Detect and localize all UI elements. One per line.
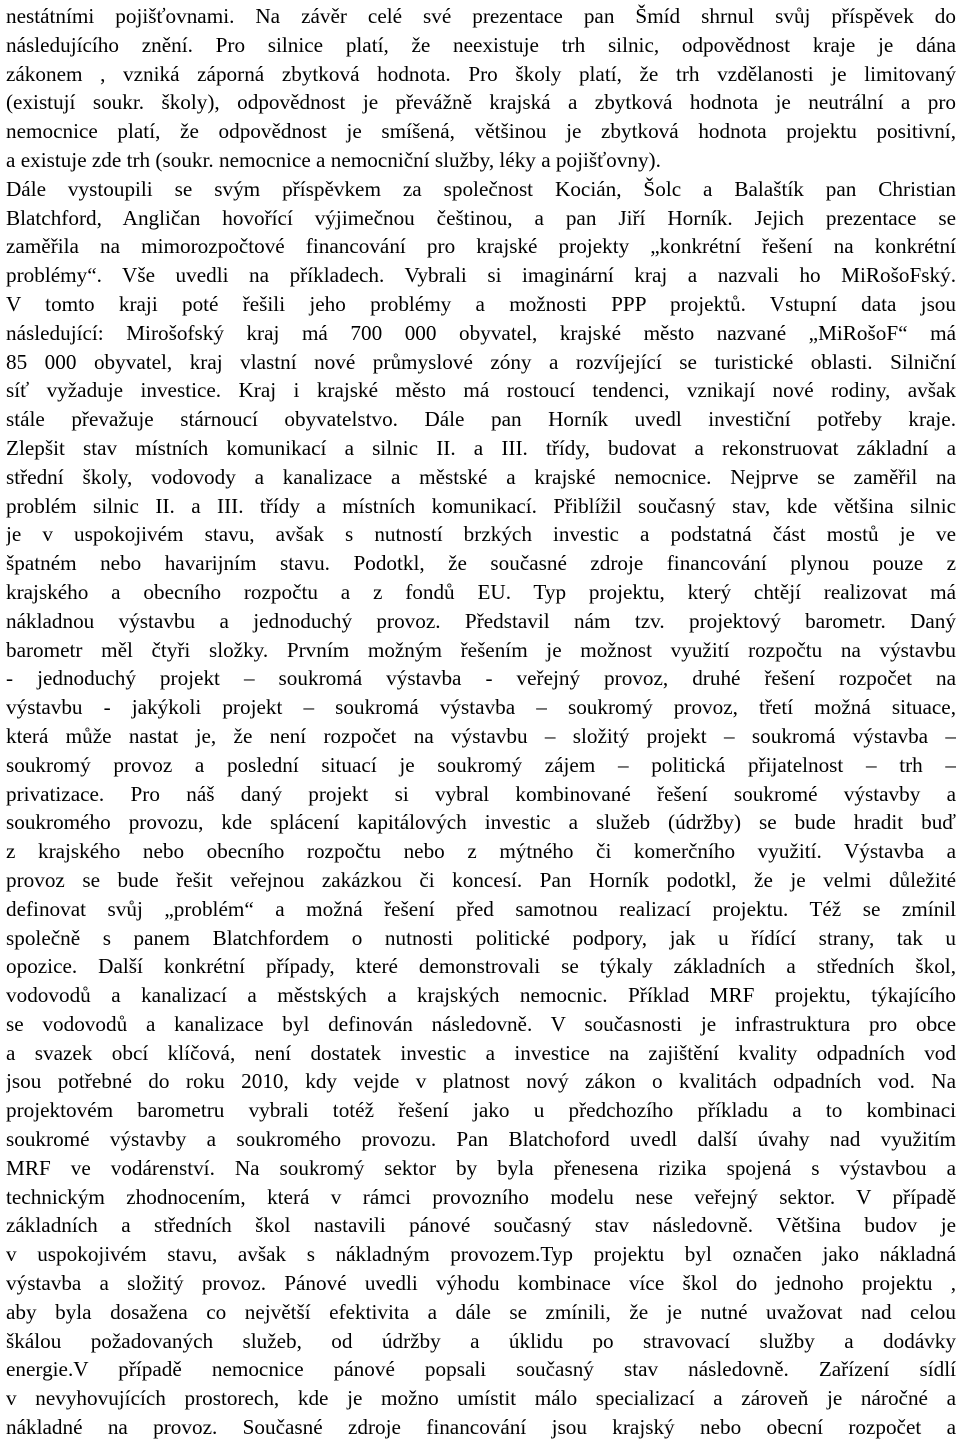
text-line: definovat svůj „problém“ a možná řešení před samotnou realizací projektu. Též se zmínil — [6, 896, 956, 921]
text-line: privatizace. Pro náš daný projekt si vybral kombinované řešení soukromé výstavby a — [6, 781, 956, 806]
text-line: MRF ve vodárenství. Na soukromý sektor by byla přenesena rizika spojená s výstavbou a — [6, 1155, 956, 1180]
text-line: projektovém barometru vybrali totéž řešení jako u předchozího příkladu a to kombinaci — [6, 1098, 956, 1123]
text-line: opozice. Další konkrétní případy, které demonstrovali se týkaly základních a středních škol, — [6, 954, 956, 979]
text-line: Dále vystoupili se svým příspěvkem za společnost Kocián, Šolc a Balaštík pan Christian — [6, 176, 956, 201]
text-line: následující: Mirošofský kraj má 700 000 obyvatel, krajské město nazvané „MiRošoF“ má — [6, 320, 956, 345]
text-line: provoz se bude řešit veřejnou zakázkou či koncesí. Pan Horník podotkl, že je velmi důležité — [6, 867, 956, 892]
text-line: škálou požadovaných služeb, od údržby a úklidu po stravovací služby a dodávky — [6, 1328, 956, 1353]
text-line: soukromý provoz a poslední situací je soukromý zájem – politická přijatelnost – trh – — [6, 752, 956, 777]
text-line: nemocnice platí, že odpovědnost je smíšená, většinou je zbytková hodnota projektu positivní, — [6, 119, 956, 144]
text-line: střední školy, vodovody a kanalizace a městské a krajské nemocnice. Nejprve se zaměřil na — [6, 464, 956, 489]
text-line: výstavba a složitý provoz. Pánové uvedli výhodu kombinace více škol do jednoho projektu , — [6, 1271, 956, 1296]
text-line: jsou potřebné do roku 2010, kdy vejde v platnost nový zákon o kvalitách odpadních vod. Na — [6, 1069, 956, 1094]
text-line: technickým zhodnocením, která v rámci provozního modelu nese veřejný sektor. V případě — [6, 1184, 956, 1209]
text-line: soukromé výstavby a soukromého provozu. Pan Blatchoford uvedl další úvahy nad využitím — [6, 1127, 956, 1152]
text-line: v uspokojivém stavu, avšak s nákladným provozem.Typ projektu byl označen jako nákladná — [6, 1242, 956, 1267]
text-line: výstavbu - jakýkoli projekt – soukromá výstavba – soukromý provoz, třetí možná situace, — [6, 695, 956, 720]
text-line: a existuje zde trh (soukr. nemocnice a nemocniční služby, léky a pojišťovny). — [6, 147, 661, 172]
text-line: základních a středních škol nastavili pánové současný stav následovně. Většina budov je — [6, 1213, 956, 1238]
text-line: následujícího znění. Pro silnice platí, že neexistuje trh silnic, odpovědnost kraje je dána — [6, 32, 956, 57]
text-line: a svazek obcí klíčová, není dostatek investic a investice na zajištění kvality odpadních vod — [6, 1040, 956, 1065]
text-line: nestátními pojišťovnami. Na závěr celé své prezentace pan Šmíd shrnul svůj příspěvek do — [6, 4, 956, 28]
text-line: společně s panem Blatchfordem o nutnosti politické podpory, jak u řídící strany, tak u — [6, 925, 956, 950]
text-line: - jednoduchý projekt – soukromá výstavba - veřejný provoz, druhé řešení rozpočet na — [6, 666, 956, 691]
text-line: nákladnou výstavbu a jednoduchý provoz. Představil nám tzv. projektový barometr. Daný — [6, 608, 956, 633]
text-line: se vodovodů a kanalizace byl definován následovně. V současnosti je infrastruktura pro obce — [6, 1011, 956, 1036]
text-line: energie.V případě nemocnice pánové popsali současný stav následovně. Zařízení sídlí — [6, 1357, 956, 1382]
text-line: problémy“. Vše uvedli na příkladech. Vybrali si imaginární kraj a nazvali ho MiRošoFský. — [6, 263, 956, 288]
text-line: Zlepšit stav místních komunikací a silnic II. a III. třídy, budovat a rekonstruovat základní a — [6, 435, 956, 460]
text-line: vodovodů a kanalizací a městských a krajských nemocnic. Příklad MRF projektu, týkajícího — [6, 983, 956, 1008]
text-line: 85 000 obyvatel, kraj vlastní nové průmyslové zóny a rozvíjející se turistické oblasti. Silniční — [6, 349, 956, 374]
text-line: je v uspokojivém stavu, avšak s nutností brzkých investic a podstatná část mostů je ve — [6, 522, 956, 547]
text-line: špatném nebo havarijním stavu. Podotkl, že současné zdroje financování plynou pouze z — [6, 551, 956, 576]
text-line: Blatchford, Angličan hovořící výjimečnou češtinou, a pan Jiří Horník. Jejich prezentace se — [6, 205, 956, 230]
text-line: problém silnic II. a III. třídy a místních komunikací. Přiblížil současný stav, kde většina silnic — [6, 493, 956, 518]
text-line: z krajského nebo obecního rozpočtu nebo z mýtného či komerčního využití. Výstavba a — [6, 839, 956, 864]
text-line: síť vyžaduje investice. Kraj i krajské město má rostoucí tendenci, vznikají nové rodiny, avšak — [6, 378, 956, 403]
text-line: soukromého provozu, kde splácení kapitálových investic a služeb (údržby) se bude hradit buď — [6, 810, 956, 835]
document-body-text — [6, 2, 956, 1442]
text-line: krajského a obecního rozpočtu a z fondů EU. Typ projektu, který chtějí realizovat má — [6, 579, 956, 604]
text-line: v nevyhovujících prostorech, kde je možno umístit málo specializací a zároveň je náročné a — [6, 1386, 956, 1411]
text-line: (existují soukr. školy), odpovědnost je převážně krajská a zbytková hodnota je neutrální a pro — [6, 90, 956, 115]
text-line: barometr měl čtyři složky. Prvním možným řešením je možnost využití rozpočtu na výstavbu — [6, 637, 956, 662]
text-line: V tomto kraji poté řešili jeho problémy a možnosti PPP projektů. Vstupní data jsou — [6, 291, 956, 316]
text-line: zákonem , vzniká záporná zbytková hodnota. Pro školy platí, že trh vzdělanosti je limitovaný — [6, 61, 956, 86]
text-line: stále převažuje stárnoucí obyvatelstvo. Dále pan Horník uvedl investiční potřeby kraje. — [6, 407, 956, 432]
text-line: která může nastat je, že není rozpočet na výstavbu – složitý projekt – soukromá výstavba – — [6, 723, 956, 748]
text-line: zaměřila na mimorozpočtové financování pro krajské projekty „konkrétní řešení na konkrétní — [6, 234, 956, 259]
text-line: aby byla dosažena co největší efektivita a dále se zmínili, že je nutné uvažovat nad celou — [6, 1299, 956, 1324]
text-line: nákladné na provoz. Současné zdroje financování jsou krajský nebo obecní rozpočet a — [6, 1415, 956, 1440]
